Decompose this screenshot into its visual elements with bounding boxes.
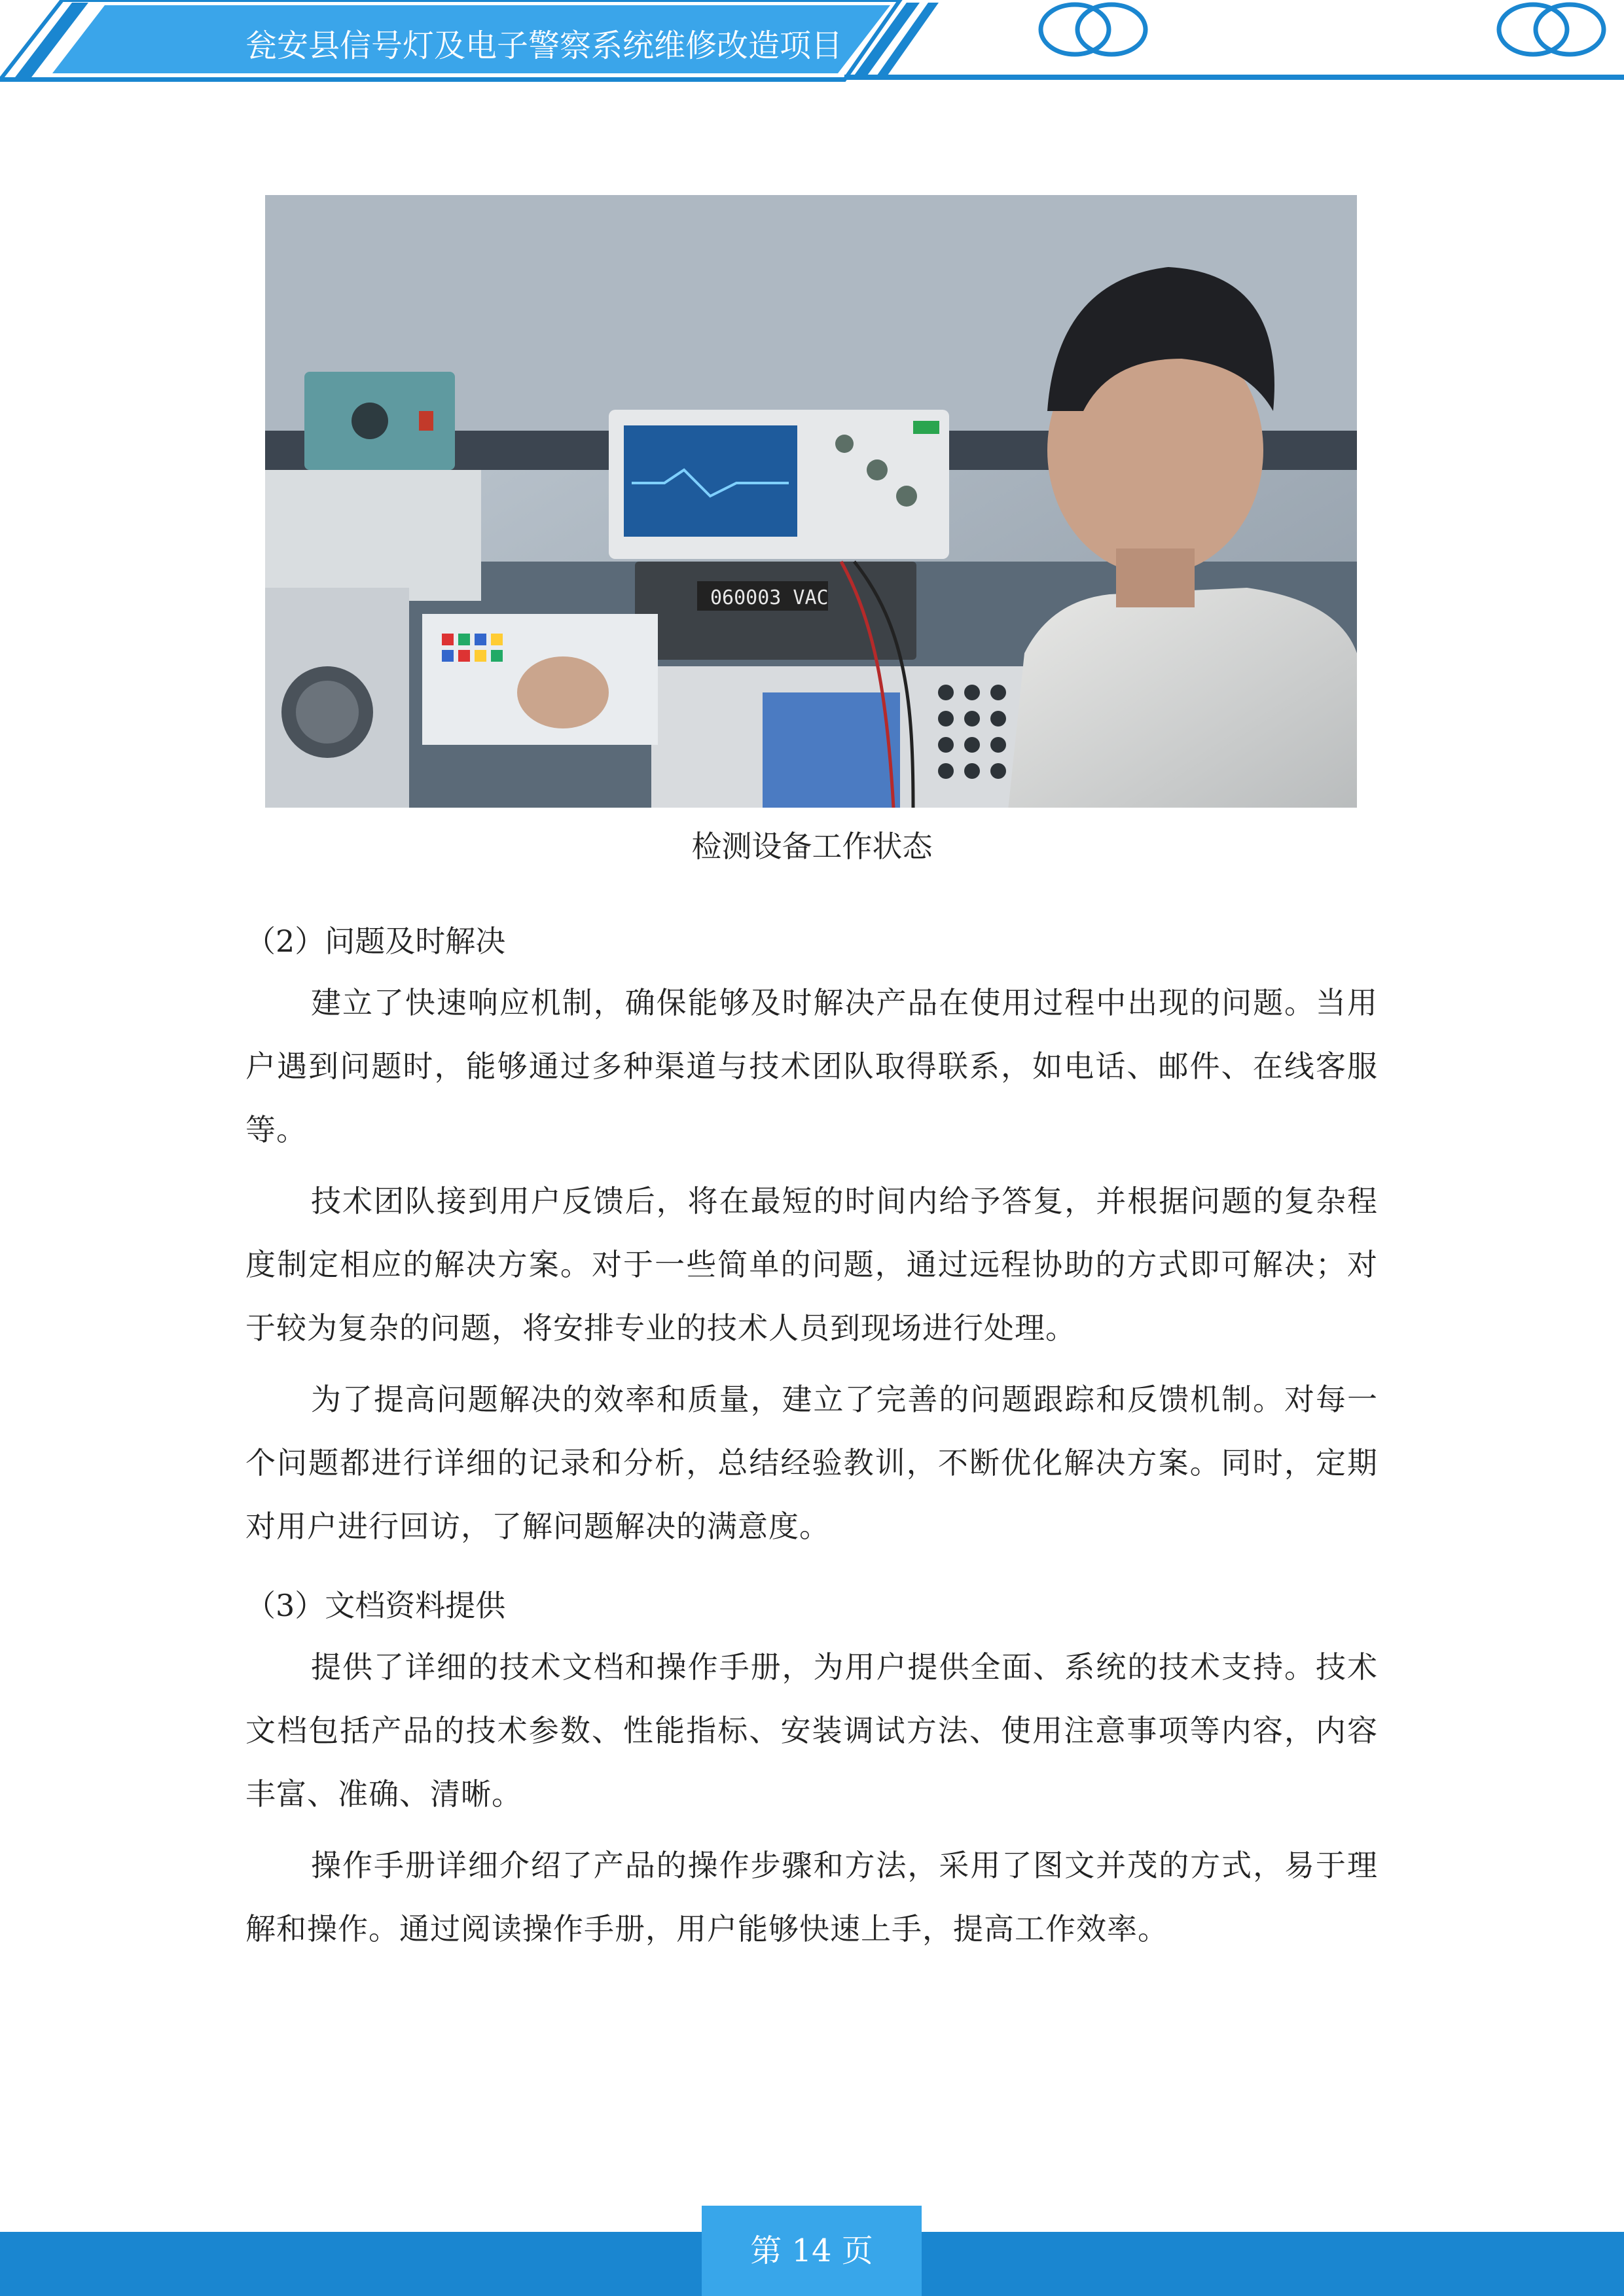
paragraph: 提供了详细的技术文档和操作手册，为用户提供全面、系统的技术支持。技术文档包括产品的技术参数、性能指标、安装调试方法、使用注意事项等内容，内容丰富、准确、清晰。	[245, 1649, 1378, 1812]
svg-text:060003 VAC: 060003 VAC	[710, 586, 829, 609]
section	[245, 1581, 1378, 1961]
paragraph: 操作手册详细介绍了产品的操作步骤和方法，采用了图文并茂的方式，易于理解和操作。通过阅读操作手册，用户能够快速上手，提高工作效率。	[245, 1848, 1378, 1946]
section-heading: （3）文档资料提供	[245, 1588, 506, 1623]
lab-oscilloscope-photo-icon	[265, 195, 1357, 808]
document-body	[245, 916, 1378, 1969]
rings-logo-icon	[1034, 0, 1152, 59]
rings-logo-icon	[1492, 0, 1610, 59]
header-title: 瓮安县信号灯及电子警察系统维修改造项目	[245, 27, 843, 64]
section-heading: （2）问题及时解决	[245, 924, 506, 959]
paragraph: 为了提高问题解决的效率和质量，建立了完善的问题跟踪和反馈机制。对每一个问题都进行详细的记录和分析，总结经验教训，不断优化解决方案。同时，定期对用户进行回访，了解问题解决的满意度。	[245, 1382, 1378, 1544]
page-header	[0, 0, 1624, 85]
figure-caption: 检测设备工作状态	[691, 829, 933, 864]
section	[245, 916, 1378, 1558]
paragraph: 技术团队接到用户反馈后，将在最短的时间内给予答复，并根据问题的复杂程度制定相应的解决方案。对于一些简单的问题，通过远程协助的方式即可解决；对于较为复杂的问题，将安排专业的技术人员到现场进行处理。	[245, 1183, 1378, 1346]
page-number: 第 14 页	[702, 2206, 922, 2296]
paragraph: 建立了快速响应机制，确保能够及时解决产品在使用过程中出现的问题。当用户遇到问题时，能够通过多种渠道与技术团队取得联系，如电话、邮件、在线客服等。	[245, 985, 1378, 1147]
lab-photo	[265, 195, 1357, 808]
